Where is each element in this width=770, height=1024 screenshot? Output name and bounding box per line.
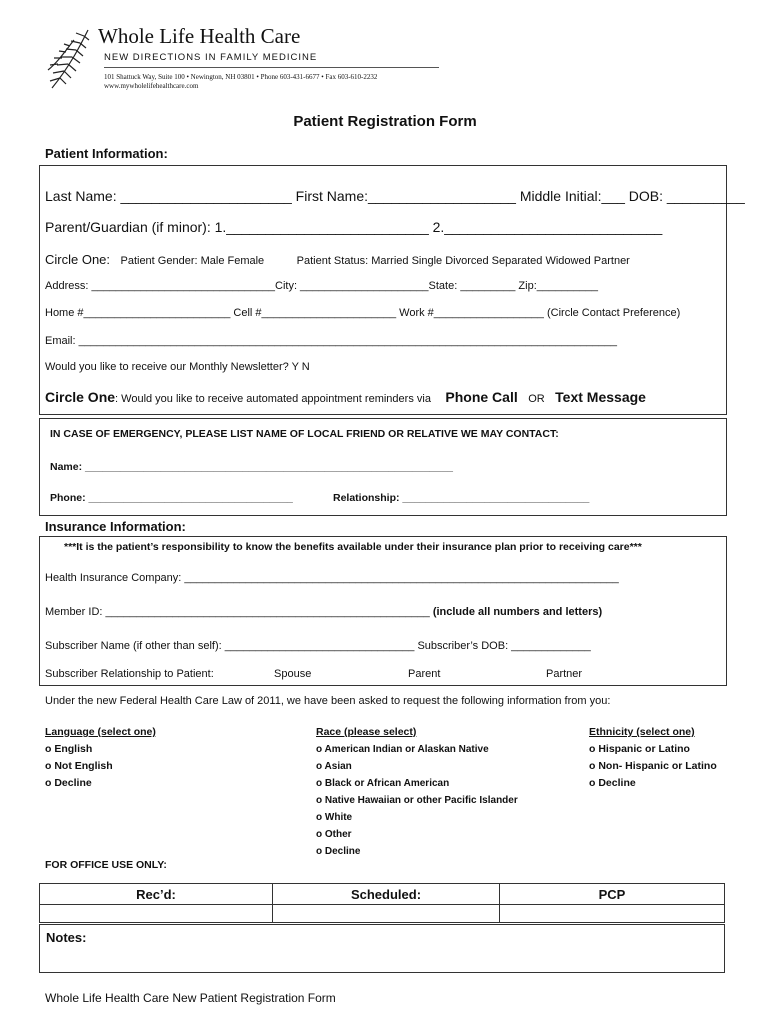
or-label: OR	[528, 393, 545, 405]
race-option[interactable]: o Decline	[316, 846, 361, 857]
fern-logo-icon	[44, 26, 98, 92]
reminder-row	[45, 389, 646, 407]
text-message-option[interactable]: Text Message	[555, 389, 646, 405]
ethnicity-option[interactable]: o Non- Hispanic or Latino	[589, 760, 717, 772]
page-title: Patient Registration Form	[293, 113, 477, 130]
scheduled-cell[interactable]	[273, 905, 500, 923]
guardian-line[interactable]: Parent/Guardian (if minor): 1.__________________________ 2.____________________________	[45, 219, 663, 235]
gender-status-row	[45, 251, 630, 269]
race-heading: Race (please select)	[316, 726, 417, 738]
scheduled-header: Scheduled:	[273, 884, 500, 905]
pcp-header: PCP	[500, 884, 725, 905]
reminder-question: : Would you like to receive automated appointment reminders via	[115, 393, 431, 405]
status-options[interactable]: Patient Status: Married Single Divorced Separated Widowed Partner	[296, 255, 630, 267]
website-line: www.mywholelifehealthcare.com	[104, 82, 199, 90]
ethnicity-section	[589, 724, 717, 792]
emergency-relationship-line[interactable]: Relationship: ________________________________	[333, 492, 590, 504]
phones-line[interactable]: Home #________________________ Cell #______________________ Work #__________________ (Circle Contact Preference)	[45, 307, 681, 319]
insurance-company-line[interactable]: Health Insurance Company: _______________________________________________________________________	[45, 572, 619, 584]
patient-info-heading: Patient Information:	[45, 146, 168, 161]
brand-address	[104, 73, 377, 91]
ethnicity-heading: Ethnicity (select one)	[589, 726, 695, 738]
race-section	[316, 724, 518, 860]
pcp-cell[interactable]	[500, 905, 725, 923]
emergency-phone-line[interactable]: Phone: ___________________________________	[50, 492, 293, 504]
language-option[interactable]: o Not English	[45, 760, 113, 772]
emergency-name-line[interactable]: Name: _______________________________________________________________	[50, 461, 453, 473]
insurance-heading: Insurance Information:	[45, 519, 186, 534]
newsletter-line[interactable]: Would you like to receive our Monthly Newsletter? Y N	[45, 361, 310, 373]
email-line[interactable]: Email: ________________________________________________________________________________________	[45, 335, 617, 347]
reminder-circle-label: Circle One	[45, 389, 116, 405]
language-heading: Language (select one)	[45, 726, 156, 738]
language-option[interactable]: o Decline	[45, 777, 92, 789]
name-dob-line[interactable]: Last Name: ______________________ First Name:___________________ Middle Initial:___ DOB: __________	[45, 188, 745, 204]
partner-option[interactable]: Partner	[546, 668, 583, 680]
federal-notice: Under the new Federal Health Care Law of 2011, we have been asked to request the following information from you:	[45, 695, 611, 707]
address-line[interactable]: Address: ______________________________City: _____________________State: _________ Zip:__________	[45, 280, 598, 292]
phone-call-option[interactable]: Phone Call	[445, 389, 518, 405]
recd-header: Rec’d:	[40, 884, 273, 905]
brand-name: Whole Life Health Care	[98, 24, 301, 48]
brand-tagline: NEW DIRECTIONS IN FAMILY MEDICINE	[104, 52, 318, 63]
notes-box[interactable]	[39, 924, 725, 973]
spouse-option[interactable]: Spouse	[274, 668, 312, 680]
circle-one-label: Circle One:	[45, 252, 111, 267]
emergency-heading: IN CASE OF EMERGENCY, PLEASE LIST NAME OF LOCAL FRIEND OR RELATIVE WE MAY CONTACT:	[50, 428, 559, 440]
member-id-line[interactable]	[45, 606, 602, 618]
gender-options[interactable]: Patient Gender: Male Female	[120, 255, 265, 267]
brand-divider	[104, 67, 439, 68]
race-option[interactable]: o White	[316, 812, 353, 823]
race-option[interactable]: o American Indian or Alaskan Native	[316, 744, 489, 755]
office-use-heading: FOR OFFICE USE ONLY:	[45, 859, 167, 871]
address-line: 101 Shattuck Way, Suite 100 • Newington, NH 03801 • Phone 603-431-6677 • Fax 603-610-2232	[104, 73, 378, 81]
recd-cell[interactable]	[40, 905, 273, 923]
footer-text: Whole Life Health Care New Patient Registration Form	[45, 991, 336, 1005]
ethnicity-option[interactable]: o Hispanic or Latino	[589, 743, 690, 755]
notes-label: Notes:	[46, 930, 87, 945]
race-option[interactable]: o Black or African American	[316, 778, 450, 789]
parent-option[interactable]: Parent	[408, 668, 441, 680]
subscriber-relationship-label: Subscriber Relationship to Patient:	[45, 668, 214, 680]
race-option[interactable]: o Asian	[316, 761, 352, 772]
member-id-note: (include all numbers and letters)	[432, 606, 603, 618]
ethnicity-option[interactable]: o Decline	[589, 777, 636, 789]
subscriber-line[interactable]: Subscriber Name (if other than self): _______________________________ Subscriber’s DOB: _____________	[45, 640, 591, 652]
race-option[interactable]: o Native Hawaiian or other Pacific Islander	[316, 795, 518, 806]
office-use-table	[39, 883, 725, 923]
language-option[interactable]: o English	[45, 743, 93, 755]
member-id-field[interactable]: Member ID: _____________________________________________________	[45, 606, 430, 618]
language-section	[45, 724, 156, 792]
race-option[interactable]: o Other	[316, 829, 352, 840]
insurance-note: ***It is the patient’s responsibility to know the benefits available under their insurance plan prior to receiving care***	[64, 541, 642, 553]
